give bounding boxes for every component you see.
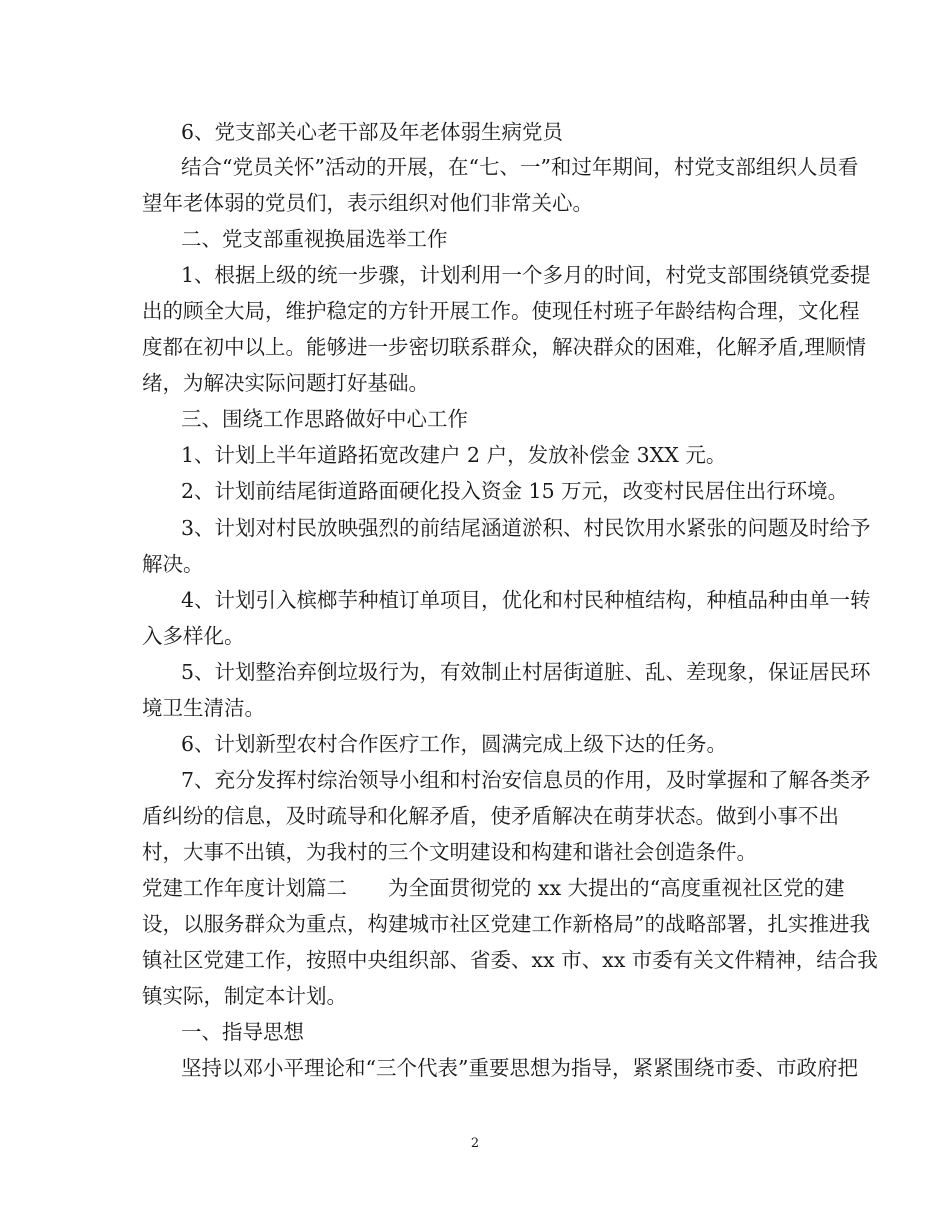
page-number: 2 bbox=[470, 1136, 480, 1151]
text-line: 盾纠纷的信息，及时疏导和化解矛盾，使矛盾解决在萌芽状态。做到小事不出 bbox=[142, 804, 839, 828]
text-line: 一、指导思想 bbox=[181, 1020, 304, 1044]
text-line: 4、计划引入槟榔芋种植订单项目，优化和村民种植结构，种植品种由单一转 bbox=[181, 588, 871, 612]
text-line: 出的顾全大局，维护稳定的方针开展工作。使现任村班子年龄结构合理，文化程 bbox=[142, 299, 860, 323]
text-line: 6、党支部关心老干部及年老体弱生病党员 bbox=[181, 120, 564, 144]
text-line: 三、围绕工作思路做好中心工作 bbox=[181, 407, 468, 431]
text-line: 望年老体弱的党员们，表示组织对他们非常关心。 bbox=[142, 191, 593, 215]
text-line: 党建工作年度计划篇二 为全面贯彻党的 xx 大提出的“高度重视社区党的建 bbox=[142, 876, 845, 900]
text-line: 境卫生清洁。 bbox=[142, 696, 265, 720]
text-line: 1、根据上级的统一步骤，计划利用一个多月的时间，村党支部围绕镇党委提 bbox=[181, 263, 871, 287]
text-line: 绪，为解决实际问题打好基础。 bbox=[142, 371, 429, 395]
text-line: 二、党支部重视换届选举工作 bbox=[181, 227, 448, 251]
text-line: 镇社区党建工作，按照中央组织部、省委、xx 市、xx 市委有关文件精神，结合我 bbox=[142, 948, 878, 972]
text-line: 1、计划上半年道路拓宽改建户 2 户，发放补偿金 3XX 元。 bbox=[181, 443, 727, 467]
text-line: 6、计划新型农村合作医疗工作，圆满完成上级下达的任务。 bbox=[181, 732, 728, 756]
text-line: 结合“党员关怀”活动的开展，在“七、一”和过年期间，村党支部组织人员看 bbox=[181, 155, 859, 179]
text-line: 度都在初中以上。能够进一步密切联系群众，解决群众的困难，化解矛盾,理顺情 bbox=[142, 335, 867, 359]
text-line: 解决。 bbox=[142, 552, 204, 576]
text-line: 5、计划整治弃倒垃圾行为，有效制止村居街道脏、乱、差现象，保证居民环 bbox=[181, 660, 871, 684]
text-line: 镇实际，制定本计划。 bbox=[142, 984, 347, 1008]
text-line: 入多样化。 bbox=[142, 624, 245, 648]
text-line: 设，以服务群众为重点，构建城市社区党建工作新格局”的战略部署，扎实推进我 bbox=[142, 912, 870, 936]
text-line: 2、计划前结尾街道路面硬化投入资金 15 万元，改变村民居住出行环境。 bbox=[181, 479, 849, 503]
text-line: 7、充分发挥村综治领导小组和村治安信息员的作用，及时掌握和了解各类矛 bbox=[181, 768, 871, 792]
text-line: 坚持以邓小平理论和“三个代表”重要思想为指导，紧紧围绕市委、市政府把 bbox=[181, 1056, 858, 1080]
text-line: 村，大事不出镇，为我村的三个文明建设和构建和谐社会创造条件。 bbox=[142, 840, 757, 864]
text-line: 3、计划对村民放映强烈的前结尾涵道淤积、村民饮用水紧张的问题及时给予 bbox=[181, 516, 871, 540]
